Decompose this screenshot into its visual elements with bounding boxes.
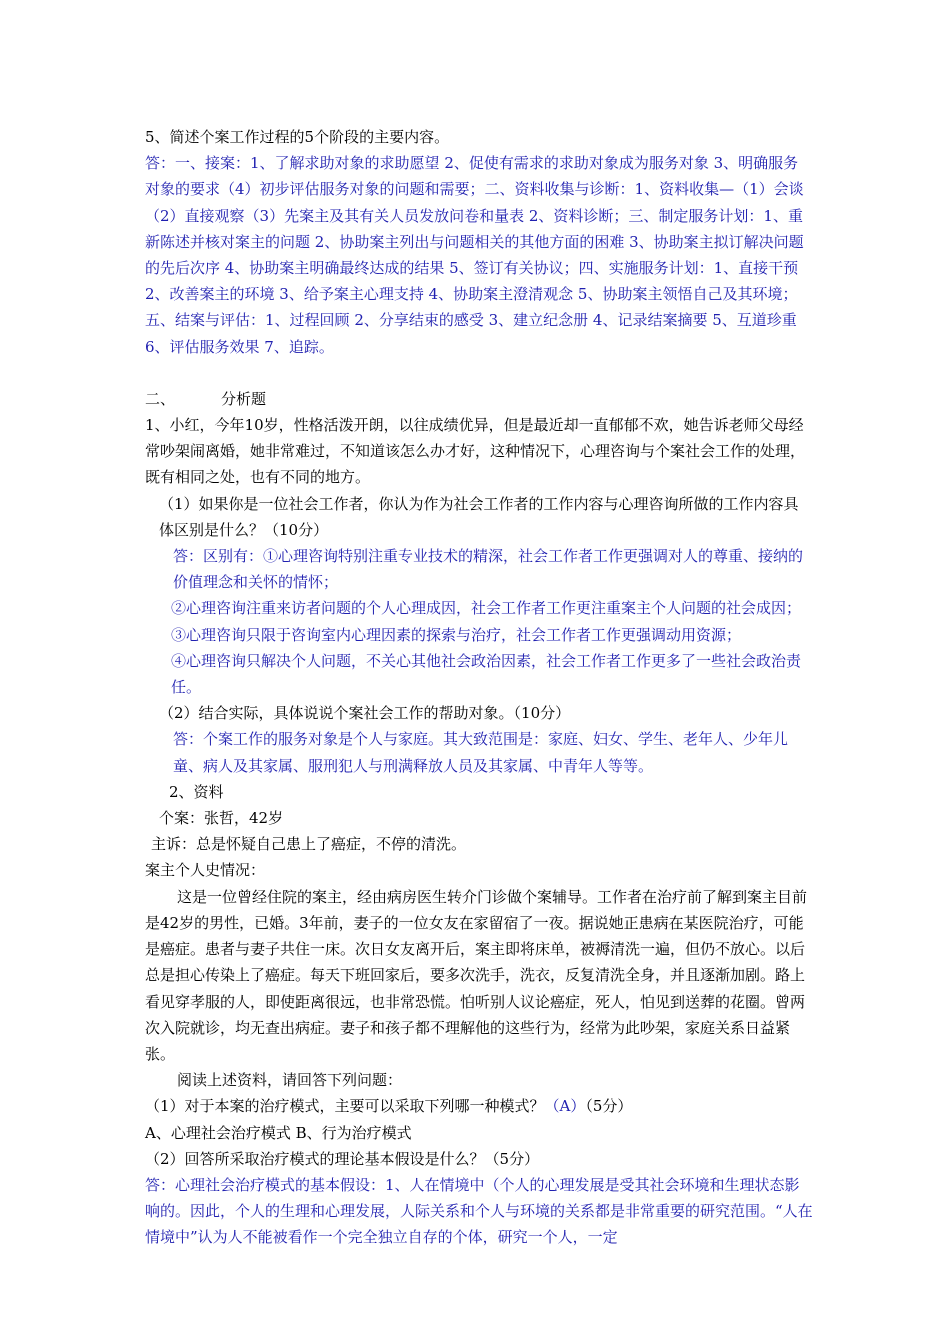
- q5-question: 5、简述个案工作过程的5个阶段的主要内容。: [145, 128, 450, 146]
- case1-answer-1-part4: ④心理咨询只解决个人问题，不关心其他社会政治因素，社会工作者工作更多了一些社会政治责任。: [171, 651, 802, 697]
- section-heading: [145, 386, 813, 412]
- section-title: 分析题: [221, 389, 267, 408]
- case2-question-2: （2）回答所采取治疗模式的理论基本假设是什么？（5分）: [145, 1149, 540, 1168]
- document-content: [145, 124, 813, 1251]
- case2-answer-2: 答：心理社会治疗模式的基本假设：1、人在情境中（个人的心理发展是受其社会环境和生理状态影响的。因此，个人的生理和心理发展，人际关系和个人与环境的关系都是非常重要的研究范围。“人在情境中”认为人不能被看作一个完全独立自存的个体，研究一个人，一定: [145, 1175, 813, 1247]
- case2-q1-points: （5分）: [585, 1097, 633, 1116]
- q5-answer: 答：一、接案：1、了解求助对象的求助愿望 2、促使有需求的求助对象成为服务对象 3、明确服务对象的要求（4）初步评估服务对象的问题和需要；二、资料收集与诊断：1、资料收集—（1）会谈（2）直接观察（3）先案主及其有关人员发放问卷和量表 2、资料诊断；三、制定服务计划：1、重新陈述并核对案主的问题 2、协助案主列出与问题相关的其他方面的困难 3、协助案主拟订解决问题的先后次序 4、协助案主明确最终达成的结果 5、签订有关协议；四、实施服务计划：1、直接干预 2、改善案主的环境 3、给予案主心理支持 4、协助案主澄清观念 5、协助案主领悟自己及其环境；五、结案与评估：1、过程回顾 2、分享结束的感受 3、建立纪念册 4、记录结案摘要 5、互道珍重 6、评估服务效果 7、追踪。: [145, 154, 804, 356]
- case2-question-1: [145, 1093, 813, 1119]
- case1-question-2: （2）结合实际，具体说说个案社会工作的帮助对象。（10分）: [159, 704, 571, 723]
- case2-options: A、心理社会治疗模式 B、行为治疗模式: [145, 1123, 412, 1142]
- case2-complaint: 主诉：总是怀疑自己患上了癌症，不停的清洗。: [151, 835, 467, 854]
- case2-history: 这是一位曾经住院的案主，经由病房医生转介门诊做个案辅导。工作者在治疗前了解到案主目前是42岁的男性，已婚。3年前，妻子的一位女友在家留宿了一夜。据说她正患病在某医院治疗，可能是癌症。患者与妻子共住一床。次日女友离开后，案主即将床单，被褥清洗一遍，但仍不放心。以后总是担心传染上了癌症。每天下班回家后，要多次洗手，洗衣，反复清洗全身，并且逐渐加剧。路上看见穿孝服的人，即使距离很远，也非常恐慌。怕听别人议论癌症，死人，怕见到送葬的花圈。曾两次入院就诊，均无查出病症。妻子和孩子都不理解他的这些行为，经常为此吵架，家庭关系日益紧张。: [145, 887, 808, 1063]
- case2-q1-answer: （A）: [544, 1097, 586, 1116]
- case2-heading: 2、资料: [169, 782, 224, 801]
- case1-answer-1-part3: ③心理咨询只限于咨询室内心理因素的探索与治疗，社会工作者工作更强调动用资源；: [171, 625, 742, 644]
- case1-answer-2: 答：个案工作的服务对象是个人与家庭。其大致范围是：家庭、妇女、学生、老年人、少年儿童、病人及其家属、服刑犯人与刑满释放人员及其家属、中青年人等等。: [173, 730, 789, 775]
- case2-instruction: 阅读上述资料，请回答下列问题：: [177, 1071, 403, 1090]
- spacer: [145, 360, 813, 386]
- case1-answer-1-part1: 答：区别有：①心理咨询特别注重专业技术的精深，社会工作者工作更强调对人的尊重、接纳的价值理念和关怀的情怀；: [173, 547, 804, 592]
- case2-history-heading: 案主个人史情况：: [145, 861, 266, 880]
- section-number: 二、: [145, 389, 176, 408]
- case2-case-line: 个案：张哲，42岁: [159, 809, 284, 828]
- case2-q1-text: （1）对于本案的治疗模式，主要可以采取下列哪一种模式？: [145, 1097, 545, 1116]
- case1-intro: 1、小红，今年10岁，性格活泼开朗，以往成绩优异，但是最近却一直郁郁不欢，她告诉老师父母经常吵架闹离婚，她非常难过，不知道该怎么办才好，这种情况下，心理咨询与个案社会工作的处理，既有相同之处，也有不同的地方。: [145, 416, 806, 487]
- case1-answer-1-part2: ②心理咨询注重来访者问题的个人心理成因，社会工作者工作更注重案主个人问题的社会成因；: [171, 599, 802, 618]
- case1-question-1: （1）如果你是一位社会工作者，你认为作为社会工作者的工作内容与心理咨询所做的工作内容具体区别是什么？（10分）: [159, 494, 799, 539]
